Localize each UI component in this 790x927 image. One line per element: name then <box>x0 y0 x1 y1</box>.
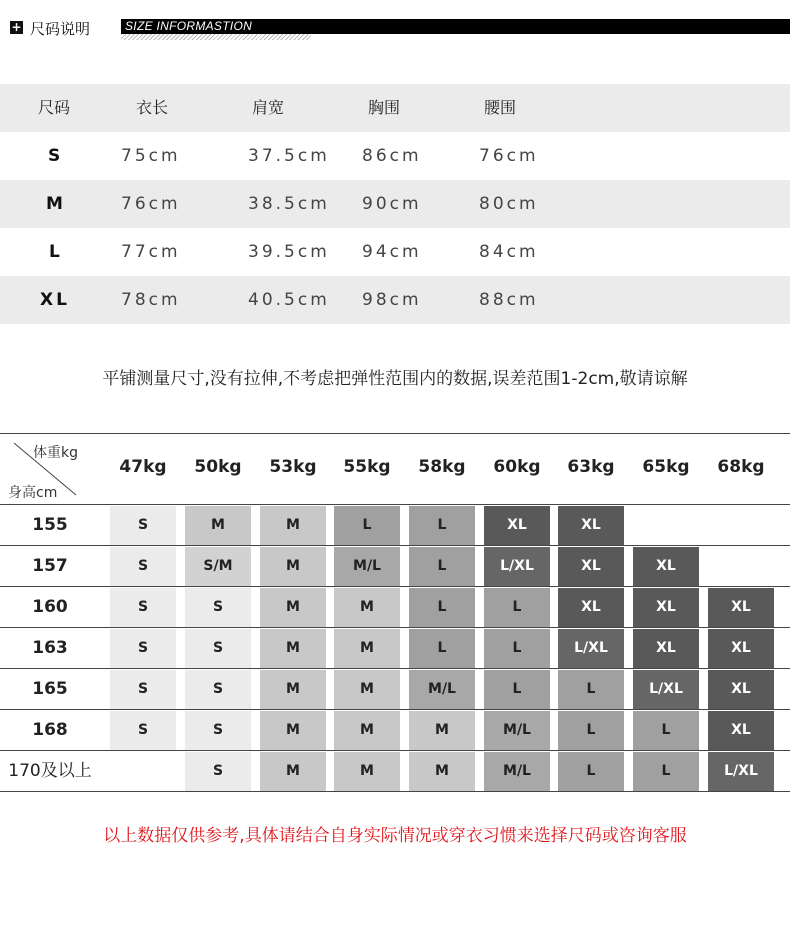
height-label: 170及以上 <box>8 761 92 781</box>
size-cell: M <box>260 670 326 709</box>
measurement-note: 平铺测量尺寸,没有拉伸,不考虑把弹性范围内的数据,误差范围1-2cm,敬请谅解 <box>102 369 688 389</box>
decorative-hatch <box>121 34 311 40</box>
weight-header: 58kg <box>418 457 466 477</box>
size-cell: S <box>110 629 176 668</box>
size-cell: M <box>260 506 326 545</box>
table-row <box>0 132 790 180</box>
table-row <box>0 180 790 228</box>
col-size: 尺码 <box>38 98 71 117</box>
size-cell: L/XL <box>633 670 699 709</box>
grid-corner <box>0 433 78 504</box>
size-cell: XL <box>633 588 699 627</box>
size-cell: M <box>260 752 326 791</box>
size-cell: S <box>185 752 251 791</box>
height-axis-label: 身高cm <box>8 485 58 501</box>
weight-header: 47kg <box>119 457 167 477</box>
col-shoulder: 肩宽 <box>252 98 285 117</box>
col-chest: 胸围 <box>368 98 401 117</box>
size-cell: XL <box>708 670 774 709</box>
height-label: 155 <box>32 515 68 535</box>
size-table-header <box>0 84 790 132</box>
size-advice-note: 以上数据仅供参考,具体请结合自身实际情况或穿衣习惯来选择尺码或咨询客服 <box>103 826 687 846</box>
size-cell: S <box>110 547 176 586</box>
weight-header: 65kg <box>642 457 690 477</box>
length-value: 76cm <box>121 194 181 214</box>
size-cell: L/XL <box>484 547 550 586</box>
weight-header: 63kg <box>567 457 615 477</box>
size-cell: S <box>110 506 176 545</box>
weight-header: 53kg <box>269 457 317 477</box>
size-cell: L <box>633 711 699 750</box>
weight-header: 60kg <box>493 457 541 477</box>
size-cell: L <box>484 629 550 668</box>
height-label: 165 <box>32 679 68 699</box>
shoulder-value: 38.5cm <box>248 194 330 214</box>
size-cell: S <box>185 711 251 750</box>
fit-grid <box>0 433 790 793</box>
grid-line <box>0 668 790 669</box>
grid-line <box>0 586 790 587</box>
weight-header: 50kg <box>194 457 242 477</box>
height-label: 160 <box>32 597 68 617</box>
col-length: 衣长 <box>136 98 169 117</box>
size-cell: L <box>409 629 475 668</box>
weight-header: 68kg <box>717 457 765 477</box>
size-cell: M <box>260 588 326 627</box>
size-cell: M <box>334 752 400 791</box>
size-cell: M <box>260 629 326 668</box>
shoulder-value: 39.5cm <box>248 242 330 262</box>
size-cell: XL <box>708 629 774 668</box>
size-cell: L <box>409 588 475 627</box>
size-cell: XL <box>633 629 699 668</box>
chest-value: 98cm <box>362 290 422 310</box>
size-label: S <box>48 146 64 166</box>
height-label: 168 <box>32 720 68 740</box>
grid-line <box>0 709 790 710</box>
size-cell: S/M <box>185 547 251 586</box>
shoulder-value: 40.5cm <box>248 290 330 310</box>
section-header <box>0 0 790 42</box>
size-cell: S <box>185 588 251 627</box>
size-cell: M <box>334 629 400 668</box>
shoulder-value: 37.5cm <box>248 146 330 166</box>
size-cell: L <box>484 588 550 627</box>
size-cell: M/L <box>409 670 475 709</box>
chest-value: 94cm <box>362 242 422 262</box>
size-table <box>0 84 790 324</box>
size-cell: L <box>633 752 699 791</box>
size-cell: XL <box>558 588 624 627</box>
size-cell: M/L <box>484 752 550 791</box>
length-value: 75cm <box>121 146 181 166</box>
size-cell: M <box>409 752 475 791</box>
size-cell: M <box>334 711 400 750</box>
grid-line <box>0 627 790 628</box>
height-label: 163 <box>32 638 68 658</box>
length-value: 77cm <box>121 242 181 262</box>
size-cell: M <box>409 711 475 750</box>
chest-value: 90cm <box>362 194 422 214</box>
size-cell: S <box>185 629 251 668</box>
banner-text: SIZE INFORMASTION <box>125 19 253 33</box>
grid-line <box>0 433 790 434</box>
size-cell: S <box>110 588 176 627</box>
size-cell: XL <box>558 506 624 545</box>
col-waist: 腰围 <box>484 98 517 117</box>
size-cell: L <box>409 506 475 545</box>
size-label: M <box>46 194 66 214</box>
grid-line <box>0 791 790 792</box>
size-cell: M/L <box>334 547 400 586</box>
size-cell: S <box>110 670 176 709</box>
size-cell: M/L <box>484 711 550 750</box>
size-label: XL <box>40 290 70 310</box>
size-cell: L <box>484 670 550 709</box>
size-cell: S <box>110 711 176 750</box>
weight-header: 55kg <box>343 457 391 477</box>
size-cell: L <box>558 752 624 791</box>
size-cell: M <box>334 588 400 627</box>
size-cell: L <box>558 670 624 709</box>
size-cell: XL <box>484 506 550 545</box>
size-cell: XL <box>558 547 624 586</box>
waist-value: 88cm <box>479 290 539 310</box>
table-row <box>0 276 790 324</box>
size-cell: XL <box>708 588 774 627</box>
table-row <box>0 228 790 276</box>
size-cell: L/XL <box>708 752 774 791</box>
size-cell: L <box>558 711 624 750</box>
size-cell: M <box>260 547 326 586</box>
length-value: 78cm <box>121 290 181 310</box>
plus-icon: + <box>11 20 22 34</box>
section-title: 尺码说明 <box>30 20 91 38</box>
size-label: L <box>49 242 63 262</box>
weight-axis-label: 体重kg <box>33 445 78 461</box>
size-cell: L <box>409 547 475 586</box>
size-cell: XL <box>708 711 774 750</box>
size-cell: M <box>185 506 251 545</box>
size-cell: L/XL <box>558 629 624 668</box>
size-cell: L <box>334 506 400 545</box>
height-label: 157 <box>32 556 68 576</box>
waist-value: 76cm <box>479 146 539 166</box>
grid-line <box>0 504 790 505</box>
chest-value: 86cm <box>362 146 422 166</box>
size-cell: S <box>185 670 251 709</box>
grid-line <box>0 750 790 751</box>
waist-value: 84cm <box>479 242 539 262</box>
size-cell: M <box>334 670 400 709</box>
waist-value: 80cm <box>479 194 539 214</box>
size-cell: XL <box>633 547 699 586</box>
size-cell: M <box>260 711 326 750</box>
title-banner <box>121 19 790 34</box>
grid-line <box>0 545 790 546</box>
